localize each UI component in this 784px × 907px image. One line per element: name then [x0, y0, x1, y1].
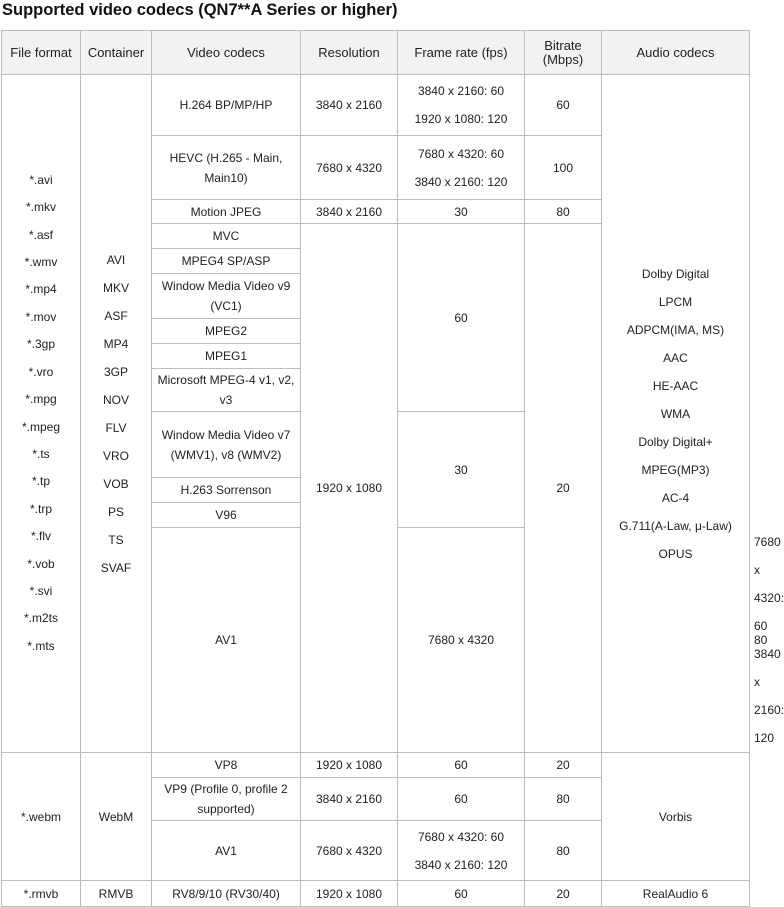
list-item: *.m2ts: [23, 611, 58, 626]
bitrate-vp8: 20: [525, 753, 602, 778]
list-item: *.wmv: [24, 255, 58, 270]
file-format-webm: *.webm: [2, 753, 81, 881]
list-item: *.ts: [32, 446, 50, 461]
frame-rate-mjpeg: 30: [398, 200, 525, 224]
video-codec-msmpeg4: Microsoft MPEG-4 v1, v2, v3: [152, 369, 301, 412]
table-row: AV1 7680 x 4320 7680 x 4320: 60 3840 x 2160: 120 80: [2, 528, 750, 753]
header-audio-codecs: Audio codecs: [602, 31, 750, 75]
list-item: *.flv: [30, 529, 51, 544]
audio-codec-webm: Vorbis: [602, 753, 750, 881]
video-codec-rv: RV8/9/10 (RV30/40): [152, 881, 301, 907]
video-codecs-table: [1, 30, 784, 907]
resolution-av1: 7680 x 4320: [398, 528, 525, 753]
frame-rate-60: 60: [398, 224, 525, 412]
list-item: NOV: [102, 392, 129, 407]
list-item: *.trp: [29, 501, 52, 516]
list-item: *.vob: [27, 556, 55, 571]
resolution-h264: 3840 x 2160: [301, 75, 398, 136]
container-list: [81, 75, 152, 753]
list-item: Dolby Digital+: [638, 434, 713, 449]
video-codec-mvc: MVC: [152, 224, 301, 249]
frame-rate-vp9: 60: [398, 778, 525, 821]
resolution-vp8: 1920 x 1080: [301, 753, 398, 778]
bitrate-rv: 20: [525, 881, 602, 907]
list-item: VOB: [103, 476, 129, 491]
list-item: *.avi: [29, 172, 53, 187]
header-container: Container: [81, 31, 152, 75]
video-codec-v96: V96: [152, 503, 301, 528]
bitrate-av1-webm: 80: [525, 821, 602, 881]
resolution-av1-webm: 7680 x 4320: [301, 821, 398, 881]
video-codec-wmv7: Window Media Video v7 (WMV1), v8 (WMV2): [152, 412, 301, 478]
frame-rate-vp8: 60: [398, 753, 525, 778]
frame-rate-hevc: 7680 x 4320: 60 3840 x 2160: 120: [398, 136, 525, 200]
table-row: [2, 75, 750, 136]
container-rmvb: RMVB: [81, 881, 152, 907]
resolution-hevc: 7680 x 4320: [301, 136, 398, 200]
list-item: AAC: [663, 350, 688, 365]
list-item: *.mov: [25, 309, 57, 324]
bitrate-shared: 20: [525, 224, 602, 753]
list-item: *.mp4: [25, 282, 57, 297]
list-item: SVAF: [100, 560, 132, 575]
list-item: FLV: [105, 420, 127, 435]
video-codec-mpeg4: MPEG4 SP/ASP: [152, 249, 301, 274]
page-title: Supported video codecs (QN7**A Series or higher): [2, 1, 398, 19]
list-item: MPEG(MP3): [641, 462, 710, 477]
list-item: *.mpeg: [21, 419, 61, 434]
list-item: HE-AAC: [652, 378, 699, 393]
header-row: [2, 31, 750, 75]
list-item: TS: [108, 532, 124, 547]
list-item: MKV: [102, 280, 129, 295]
list-item: VRO: [102, 448, 129, 463]
list-item: ADPCM(IMA, MS): [626, 322, 725, 337]
resolution-vp9: 3840 x 2160: [301, 778, 398, 821]
container-webm: WebM: [81, 753, 152, 881]
table-row: [2, 881, 750, 907]
list-item: Dolby Digital: [641, 266, 710, 281]
list-item: AVI: [106, 252, 126, 267]
list-item: PS: [107, 504, 124, 519]
video-codec-h264: H.264 BP/MP/HP: [152, 75, 301, 136]
list-item: *.svi: [29, 583, 53, 598]
list-item: *.asf: [28, 227, 53, 242]
video-codec-h263: H.263 Sorrenson: [152, 478, 301, 503]
video-codec-vp8: VP8: [152, 753, 301, 778]
list-item: LPCM: [658, 294, 693, 309]
video-codec-hevc: HEVC (H.265 - Main, Main10): [152, 136, 301, 200]
bitrate-h264: 60: [525, 75, 602, 136]
list-item: MP4: [103, 336, 129, 351]
audio-codec-list: [602, 75, 750, 753]
video-codec-wmv9: Window Media Video v9 (VC1): [152, 274, 301, 319]
header-resolution: Resolution: [301, 31, 398, 75]
frame-rate-30: 30: [398, 412, 525, 528]
list-item: G.711(A-Law, μ-Law): [619, 518, 732, 533]
audio-codec-rmvb: RealAudio 6: [602, 881, 750, 907]
bitrate-hevc: 100: [525, 136, 602, 200]
list-item: *.mkv: [26, 200, 56, 215]
list-item: AC-4: [661, 490, 690, 505]
bitrate-vp9: 80: [525, 778, 602, 821]
list-item: WMA: [660, 406, 691, 421]
frame-rate-h264: 3840 x 2160: 60 1920 x 1080: 120: [398, 75, 525, 136]
frame-rate-rv: 60: [398, 881, 525, 907]
file-format-rmvb: *.rmvb: [2, 881, 81, 907]
video-codec-av1-webm: AV1: [152, 821, 301, 881]
list-item: OPUS: [658, 546, 693, 561]
list-item: 3GP: [103, 364, 128, 379]
list-item: *.mts: [27, 638, 55, 653]
header-frame-rate: Frame rate (fps): [398, 31, 525, 75]
header-video-codecs: Video codecs: [152, 31, 301, 75]
resolution-shared: 1920 x 1080: [301, 224, 398, 753]
table-row: [2, 753, 750, 778]
list-item: *.vro: [28, 364, 54, 379]
list-item: *.3gp: [26, 337, 56, 352]
list-item: *.tp: [31, 474, 50, 489]
header-bitrate: Bitrate (Mbps): [525, 31, 602, 75]
video-codec-mpeg2: MPEG2: [152, 319, 301, 344]
frame-rate-av1-webm: 7680 x 4320: 60 3840 x 2160: 120: [398, 821, 525, 881]
video-codec-av1: AV1: [152, 528, 301, 753]
file-format-list: [2, 75, 81, 753]
resolution-mjpeg: 3840 x 2160: [301, 200, 398, 224]
video-codec-mpeg1: MPEG1: [152, 344, 301, 369]
video-codec-mjpeg: Motion JPEG: [152, 200, 301, 224]
resolution-rv: 1920 x 1080: [301, 881, 398, 907]
list-item: *.mpg: [25, 392, 57, 407]
bitrate-mjpeg: 80: [525, 200, 602, 224]
header-file-format: File format: [2, 31, 81, 75]
video-codec-vp9: VP9 (Profile 0, profile 2 supported): [152, 778, 301, 821]
list-item: ASF: [104, 308, 128, 323]
